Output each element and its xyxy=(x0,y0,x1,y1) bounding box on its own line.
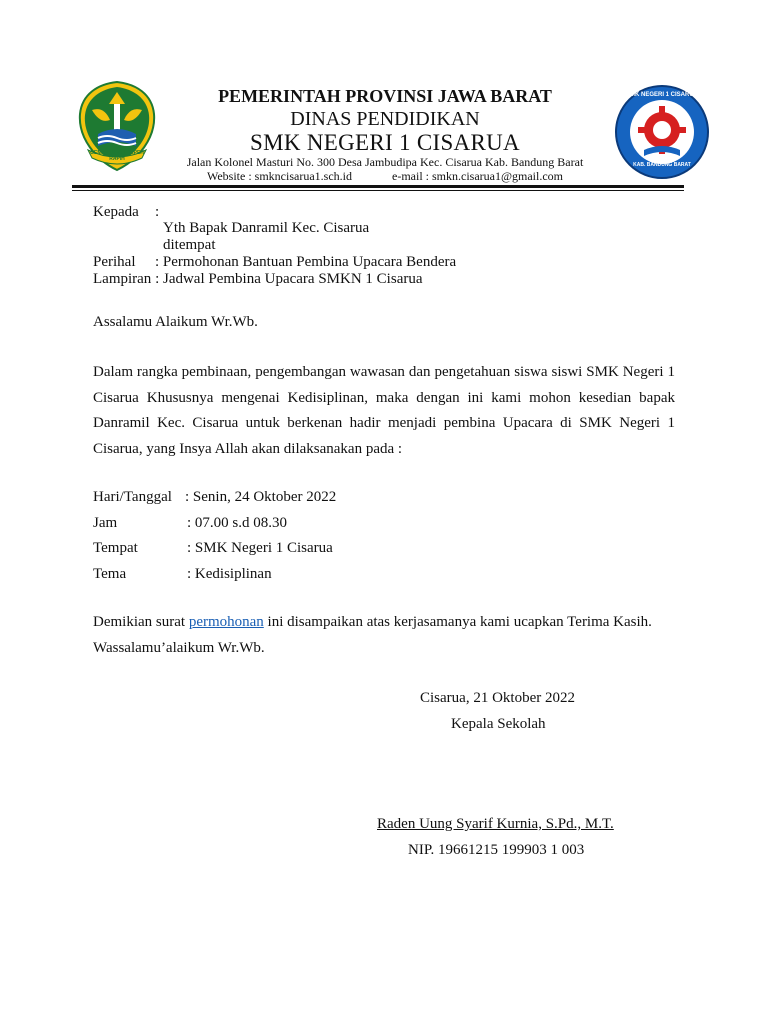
letterhead-contact xyxy=(150,169,620,184)
letterhead-department: DINAS PENDIDIKAN xyxy=(290,108,480,130)
right-logo-text-bottom: KAB. BANDUNG BARAT xyxy=(633,162,691,168)
lampiran-label xyxy=(93,271,423,288)
schedule-label-time: Jam xyxy=(93,515,118,531)
closing-salam: Wassalamu’alaikum Wr.Wb. xyxy=(93,640,265,656)
schedule-label-date: Hari/Tanggal xyxy=(93,489,172,505)
lampiran-label-text: Lampiran xyxy=(93,271,152,287)
schedule-value-time: : 07.00 s.d 08.30 xyxy=(187,515,288,531)
signature-nip: NIP. 19661215 199903 1 003 xyxy=(408,842,585,858)
closing-text-start: Demikian surat xyxy=(93,614,189,630)
left-logo-motto: GEMAH RIPAH REPEH RAPIH xyxy=(90,150,144,162)
recipient-name: Yth Bapak Danramil Kec. Cisarua xyxy=(163,220,370,236)
signature-position: Kepala Sekolah xyxy=(451,716,546,732)
greeting: Assalamu Alaikum Wr.Wb. xyxy=(93,314,258,330)
letterhead-divider-thick xyxy=(72,185,684,188)
closing-text-end: ini disampaikan atas kerjasamanya kami ucapkan Terima Kasih. xyxy=(263,614,652,630)
kepada-colon: : xyxy=(155,204,160,220)
letterhead-address: Jalan Kolonel Masturi No. 300 Desa Jambudipa Kec. Cisarua Kab. Bandung Barat xyxy=(186,155,584,169)
kepada-label: Kepada xyxy=(93,204,139,220)
schedule-value-date: : Senin, 24 Oktober 2022 xyxy=(185,489,337,505)
letterhead-divider-thin xyxy=(72,190,684,191)
schedule-value-theme: : Kedisiplinan xyxy=(187,566,272,582)
letterhead-school-name: SMK NEGERI 1 CISARUA xyxy=(250,130,520,155)
signature-place-date: Cisarua, 21 Oktober 2022 xyxy=(420,690,575,706)
right-logo-text-top: SMK NEGERI 1 CISARUA xyxy=(625,92,698,98)
letterhead-email: e-mail : smkn.cisarua1@gmail.com xyxy=(392,169,564,183)
schedule-label-theme: Tema xyxy=(93,566,127,582)
body-paragraph: Dalam rangka pembinaan, pengembangan wawasan dan pengetahuan siswa siswi SMK Negeri 1 Cisarua Khususnya mengenai Kedisiplinan, maka dengan ini kami mohon kesedian bapak Danramil Kec. Cisarua untuk berkenan hadir menjadi pembina Upacara di SMK Negeri 1 Cisarua, yang Insya Allah akan dilaksanakan pada : xyxy=(93,364,675,457)
recipient-place: ditempat xyxy=(163,237,216,253)
perihal-label: Perihal xyxy=(93,254,136,270)
signature-name: Raden Uung Syarif Kurnia, S.Pd., M.T. xyxy=(377,816,614,832)
letterhead-government: PEMERINTAH PROVINSI JAWA BARAT xyxy=(218,86,552,106)
letterhead-website: Website : smkncisarua1.sch.id xyxy=(206,169,352,183)
schedule-label-place: Tempat xyxy=(93,540,138,556)
perihal-value: : Permohonan Bantuan Pembina Upacara Bendera xyxy=(155,254,457,270)
closing-sentence xyxy=(93,614,675,631)
permohonan-link[interactable]: permohonan xyxy=(188,614,264,630)
lampiran-value: : Jadwal Pembina Upacara SMKN 1 Cisarua xyxy=(155,271,423,287)
schedule-value-place: : SMK Negeri 1 Cisarua xyxy=(187,540,333,556)
